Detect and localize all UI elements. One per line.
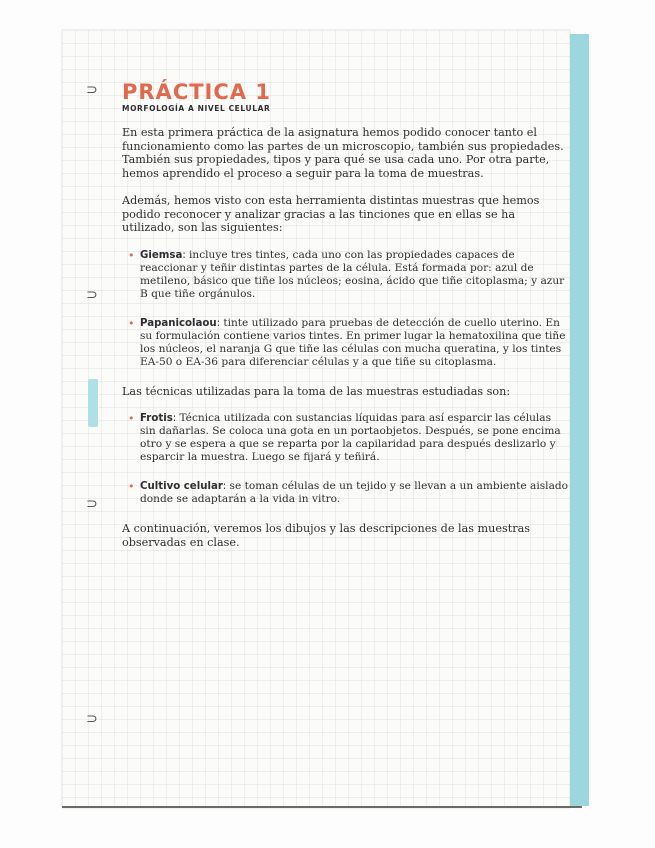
technique-description: se toman células de un tejido y se llevan a un ambiente aislado donde se adaptarán a la vida in vitro. (140, 480, 569, 505)
list-item (128, 480, 570, 506)
bullet-icon: • (128, 316, 135, 330)
bullet-icon: • (128, 248, 135, 262)
sheet-bottom-edge (62, 806, 582, 808)
technique-description: Técnica utilizada con sustancias líquidas para así esparcir las células sin dañarlas. Se coloca una gota en un portaobjetos. Después, se pone encima otro y se espera a que se reparta por la capilaridad para después deslizarlo y esparcir la muestra. Luego se fijará y teñirá. (140, 412, 561, 463)
stains-list (122, 249, 570, 369)
divider-tab-strip (570, 34, 589, 806)
term-separator: : (216, 317, 224, 329)
binder-ring-icon: ⊃ (86, 711, 98, 727)
term-separator: : (222, 481, 230, 492)
notes-content (122, 80, 570, 549)
page-title: PRÁCTICA 1 (122, 80, 271, 104)
bookmark-tab (88, 379, 98, 427)
stains-intro-paragraph: Además, hemos visto con esta herramienta distintas muestras que hemos podido reconocer y analizar gracias a las tinciones que en ellas se ha utilizado, son las siguientes: (122, 194, 540, 234)
binder-ring-icon: ⊃ (86, 496, 98, 512)
list-item (128, 249, 570, 301)
technique-term: Cultivo celular (140, 481, 223, 492)
techniques-list (122, 412, 570, 506)
stain-description: incluye tres tintes, cada uno con las propiedades capaces de reaccionar y teñir distintas partes de la célula. Está formada por: azul de metileno, básico que tiñe los núcleos; eosina, ácido que tiñe citoplasma; y azur B que tiñe orgánulos. (140, 248, 565, 300)
term-separator: : (182, 249, 189, 261)
term-separator: : (172, 413, 180, 424)
page-subtitle: MORFOLOGÍA A NIVEL CELULAR (122, 104, 271, 113)
binder-ring-icon: ⊃ (86, 287, 98, 303)
bullet-icon: • (128, 412, 135, 425)
stain-term: Papanicolaou (140, 317, 217, 329)
closing-paragraph: A continuación, veremos los dibujos y las descripciones de las muestras observadas en clase. (122, 522, 530, 549)
bullet-icon: • (128, 480, 135, 493)
technique-term: Frotis (140, 413, 173, 424)
list-item (128, 317, 570, 369)
stain-description: tinte utilizado para pruebas de detección de cuello uterino. En su formulación contiene varios tintes. En primer lugar la hematoxilina que tiñe los núcleos, el naranja G que tiñe las células con mucha queratina, y los tintes EA-50 o EA-36 para diferenciar células y a que tiñe su citoplasma. (140, 316, 566, 368)
stain-term: Giemsa (140, 249, 183, 261)
binder-ring-icon: ⊃ (86, 82, 98, 98)
intro-paragraph: En esta primera práctica de la asignatura hemos podido conocer tanto el funcionamiento como las partes de un microscopio, también sus propiedades. También sus propiedades, tipos y para qué se usa cada uno. Por otra parte, hemos aprendido el proceso a seguir para la toma de muestras. (122, 126, 564, 180)
techniques-intro-paragraph: Las técnicas utilizadas para la toma de las muestras estudiadas son: (122, 384, 511, 398)
list-item (128, 412, 570, 464)
